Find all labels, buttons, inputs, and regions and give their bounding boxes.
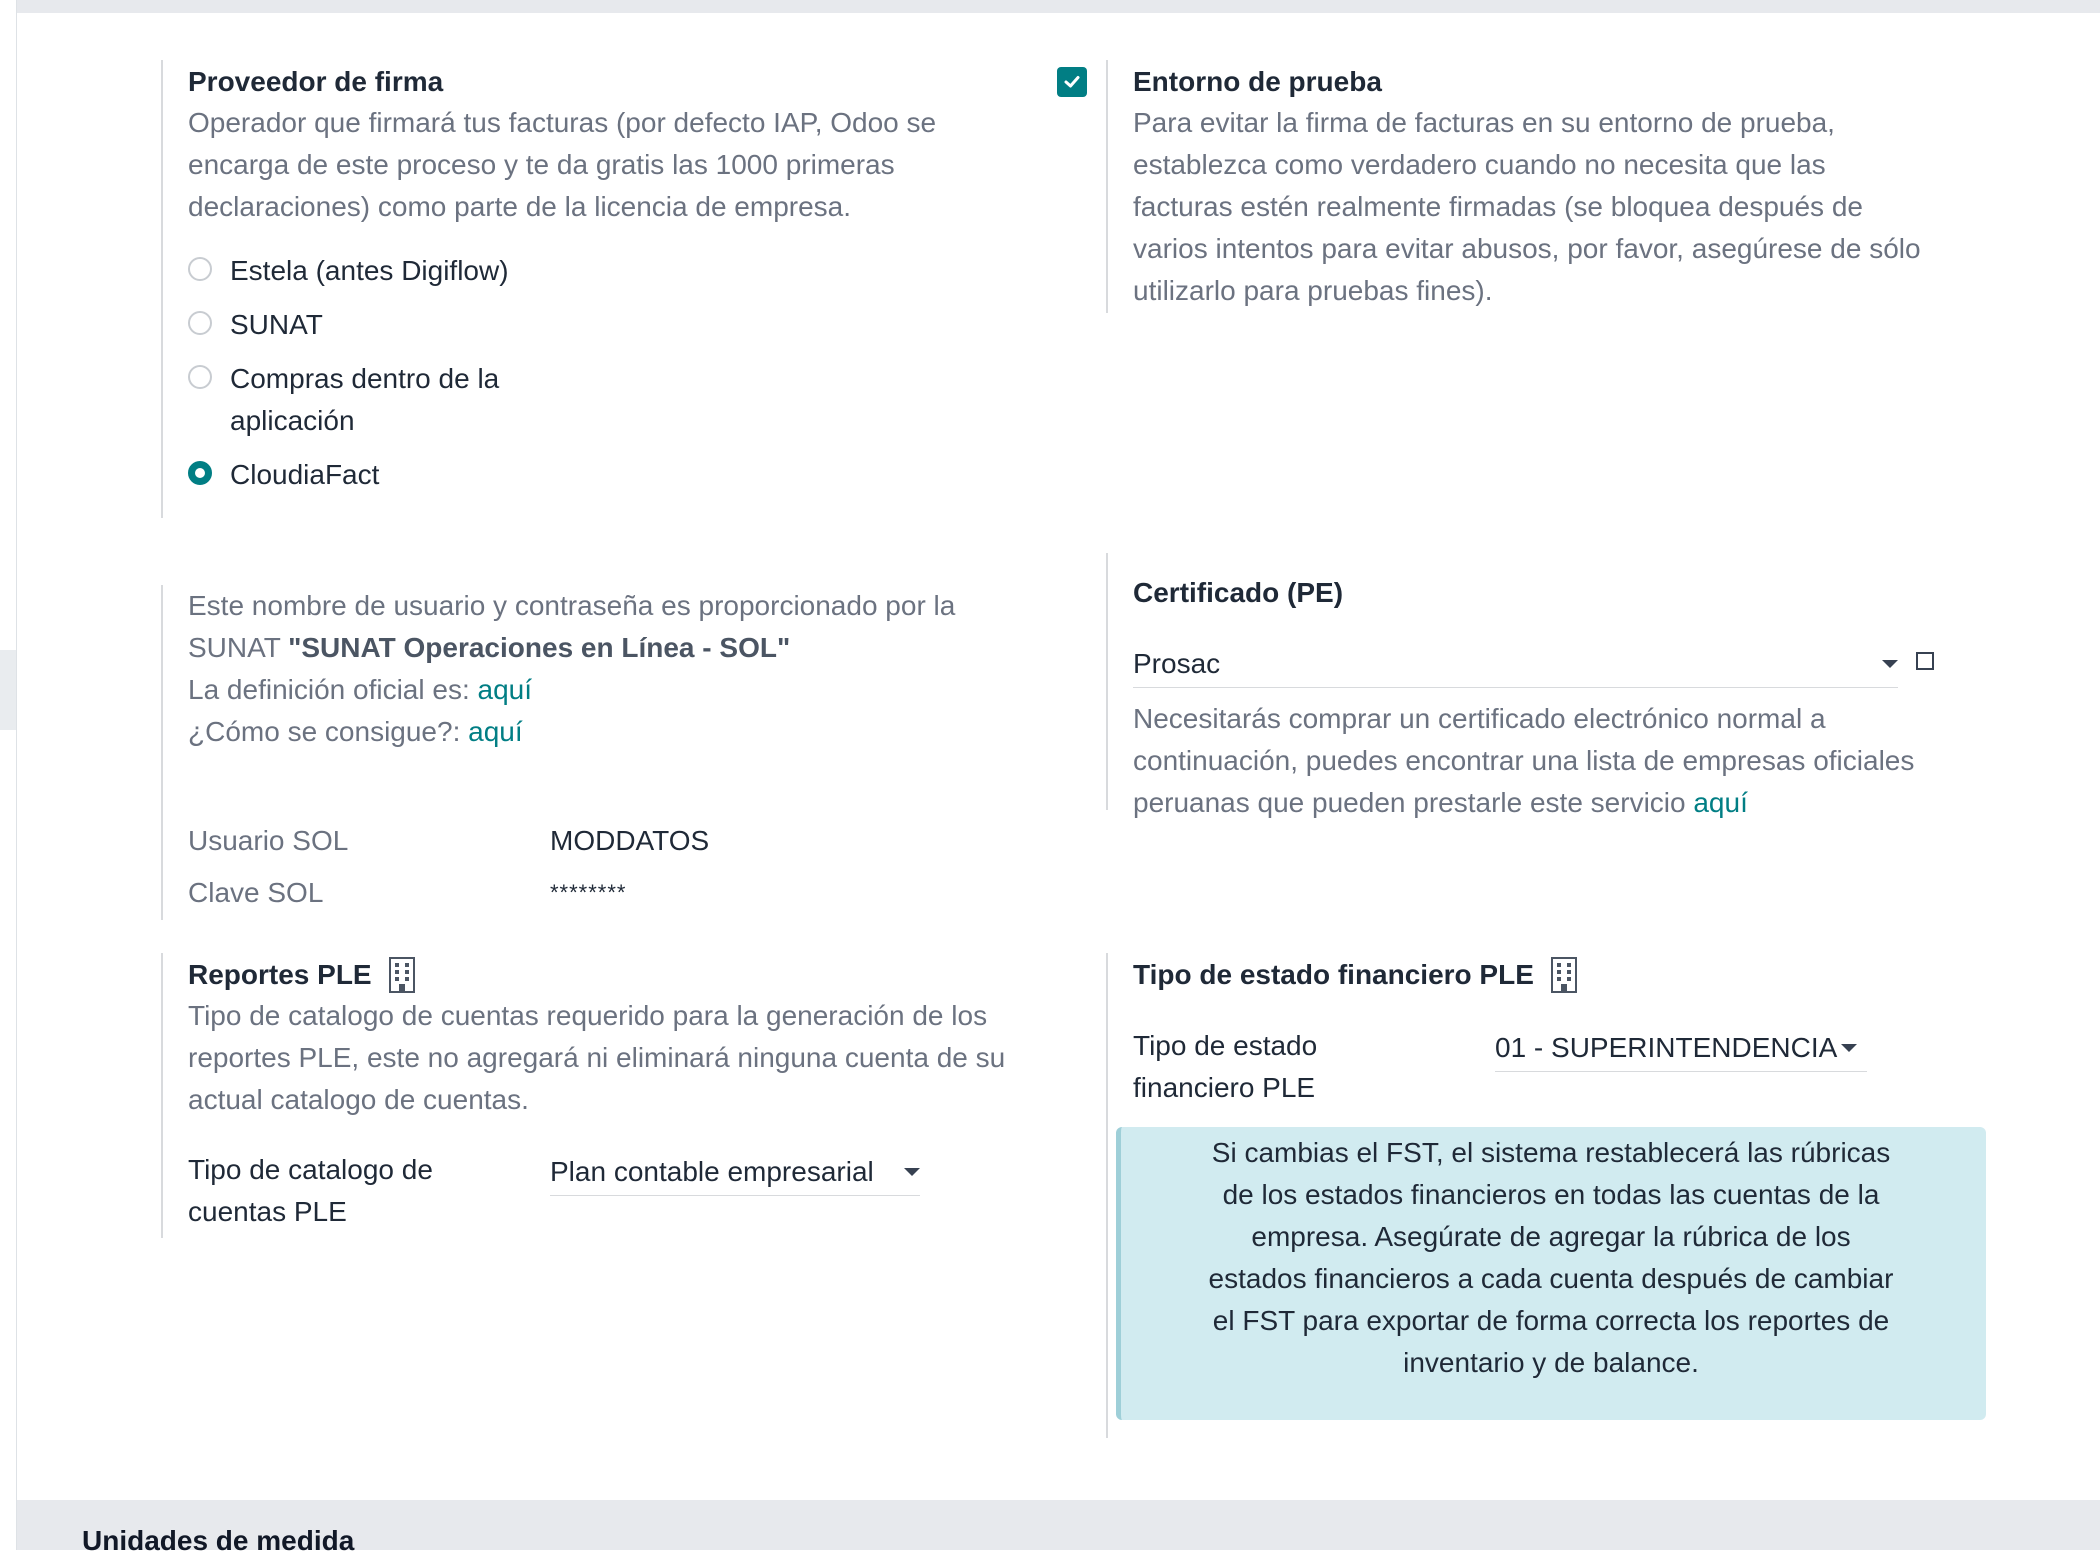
sol-definition-row [188,669,1013,711]
ple-reports-block [161,953,1013,1238]
sol-how-link[interactable]: aquí [468,716,523,747]
radio-cloudiafact[interactable] [188,461,212,485]
radio-label-cloudiafact[interactable]: CloudiaFact [230,459,380,490]
fst-warning-alert [1116,1127,1986,1420]
ple-reports-description: Tipo de catalogo de cuentas requerido para la generación de los reportes PLE, este no agregará ni eliminará ninguna cuenta de su actual catalogo de cuentas. [188,1000,1006,1115]
sol-how-row [188,711,1013,753]
radio-iap[interactable] [188,365,212,389]
radio-option-iap[interactable] [188,358,1013,442]
radio-estela[interactable] [188,257,212,281]
test-env-description: Para evitar la firma de facturas en su entorno de prueba, establezca como verdadero cuando no necesita que las facturas estén realmente firmadas (se bloquea después de varios intentos para evitar abusos, por favor, asegúrese de sólo utilizarlo para pruebas fines). [1133,107,1921,306]
provider-block [161,60,1013,518]
section-title-uom: Unidades de medida [82,1525,355,1556]
ple-financial-select[interactable] [1495,1025,1867,1072]
radio-label-sunat[interactable]: SUNAT [230,309,323,340]
fst-warning-text: Si cambias el FST, el sistema restablecerá las rúbricas de los estados financieros en todas las cuentas de la empresa. Asegúrate de agregar la rúbrica de los estados financieros a cada cuenta después de cambiar el FST para exportar de forma correcta los reportes de inventario y de balance. [1208,1137,1894,1378]
radio-sunat[interactable] [188,311,212,335]
sol-definition-link[interactable]: aquí [477,674,533,705]
test-env-title: Entorno de prueba [1133,66,1382,97]
sol-user-row [188,815,1013,867]
sol-intro [188,585,1008,669]
ple-financial-field-value[interactable]: 01 - SUPERINTENDENCIA [1495,1032,1838,1063]
sol-definition-label: La definición oficial es: [188,674,470,705]
building-icon [1550,957,1578,993]
caret-down-icon[interactable] [1841,1044,1857,1052]
check-icon [1062,72,1082,92]
ple-financial-field [1133,1025,1968,1109]
certificate-value[interactable]: Prosac [1133,648,1221,679]
test-env-block [1106,60,1968,313]
left-edge [0,0,17,1550]
certificate-link[interactable]: aquí [1693,787,1748,818]
ple-financial-title-row [1133,955,1968,995]
ple-reports-select[interactable] [550,1149,920,1196]
certificate-field [1133,641,1968,688]
sol-key-row [188,867,1013,919]
ple-reports-field-value[interactable]: Plan contable empresarial [550,1156,874,1187]
provider-description: Operador que firmará tus facturas (por defecto IAP, Odoo se encarga de este proceso y te da gratis las 1000 primeras declaraciones) como parte de la licencia de empresa. [188,107,937,222]
ple-reports-field-label: Tipo de catalogo de cuentas PLE [188,1154,433,1227]
certificate-select[interactable] [1133,641,1898,688]
sol-key-input[interactable]: ******** [550,880,627,905]
test-env-checkbox[interactable] [1057,67,1087,97]
caret-down-icon[interactable] [904,1168,920,1176]
sol-how-label: ¿Cómo se consigue?: [188,716,461,747]
radio-label-iap[interactable]: Compras dentro de la aplicación [230,363,500,436]
radio-label-estela[interactable]: Estela (antes Digiflow) [230,255,509,286]
provider-radio-group [188,250,1013,496]
certificate-block [1106,553,1968,818]
radio-option-cloudiafact[interactable] [188,454,1013,496]
radio-option-sunat[interactable] [188,304,1013,346]
ple-financial-title: Tipo de estado financiero PLE [1133,959,1534,990]
certificate-description-text: Necesitarás comprar un certificado electrónico normal a continuación, puedes encontrar una lista de empresas oficiales peruanas que pueden prestarle este servicio [1133,703,1915,818]
sol-user-input[interactable]: MODDATOS [550,825,710,856]
radio-option-estela[interactable] [188,250,1013,292]
sol-intro-line1: Este nombre de usuario y contraseña es proporcionado por la [188,590,956,621]
sol-intro-strong: "SUNAT Operaciones en Línea - SOL" [288,632,791,663]
sol-key-label: Clave SOL [188,877,324,908]
sol-block [161,585,1013,920]
ple-reports-title-row [188,955,1013,995]
ple-reports-title: Reportes PLE [188,959,372,990]
caret-down-icon[interactable] [1882,660,1898,668]
ple-financial-field-label: Tipo de estado financiero PLE [1133,1030,1318,1103]
certificate-description [1133,698,1953,824]
building-icon [388,957,416,993]
external-link-icon[interactable] [1916,652,1934,670]
top-bar [0,0,2100,13]
sol-intro-sunat: SUNAT [188,632,281,663]
left-scroll-tab [0,650,16,730]
certificate-title: Certificado (PE) [1133,577,1344,608]
ple-reports-field [188,1149,1013,1233]
sol-user-label: Usuario SOL [188,825,349,856]
provider-title: Proveedor de firma [188,66,444,97]
